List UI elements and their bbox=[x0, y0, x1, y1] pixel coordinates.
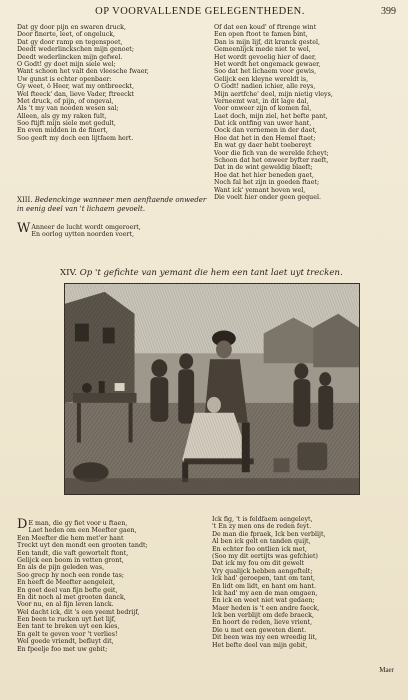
poem-line: Wel dacht ick, dit 's een yeemt bedrijf, bbox=[17, 608, 140, 616]
poem-line: Vry qualijck hebben aengeftelt; bbox=[212, 567, 313, 575]
poem-line: Door finerte, leet, of ongeluck, bbox=[17, 31, 116, 39]
poem-column-left-bottom bbox=[17, 517, 207, 653]
poem-line: Die voelt hier onder geen gequel. bbox=[214, 193, 321, 201]
poem-line: Mijn aertfche' deel, mijn nietig vleys, bbox=[214, 90, 333, 98]
poem-line: Een open ftoot te famen bint, bbox=[214, 31, 308, 39]
poem-line: Een tant te breken uyt een kies, bbox=[17, 623, 120, 631]
poem-line: Het befte deel van mijn gebit, bbox=[212, 641, 308, 649]
poem-line: Gy weet, ô Heer, wat my ontbreeckt, bbox=[17, 83, 134, 91]
poem-line: Dat ick my fou om dit gewelt bbox=[212, 560, 305, 568]
engraving-tooth-extraction bbox=[64, 283, 360, 495]
poem-line: 't En zy men ons de reden feyt. bbox=[212, 523, 312, 531]
plate-caption-xiv bbox=[60, 268, 400, 278]
poem-line: Deedt wederlincken mijn gefwel. bbox=[17, 53, 123, 61]
poem-line: Hoe dat het in den Hemel ftaet; bbox=[214, 134, 316, 142]
poem-line: En dit noch al met grooten danck, bbox=[17, 593, 126, 601]
poem-line: En hoort de reden, lieve vrient, bbox=[212, 619, 313, 627]
poem-line: De man die fpraek, Ick ben verblijt, bbox=[212, 530, 326, 538]
poem-line: Gemeenlijck mede niet te wel, bbox=[214, 46, 311, 54]
poem-line: Want ick' yemant hoven wel, bbox=[214, 186, 306, 194]
poem-line: Wel goede vriendt, befluyt dit, bbox=[17, 638, 114, 646]
poem-line: Als 't my van nooden wesen sal; bbox=[17, 105, 119, 113]
poem-line: Treckt uyt den mondt een grooten tandt; bbox=[17, 542, 148, 550]
poem-line: O Godt! gy doet mijn siele wel; bbox=[17, 60, 116, 68]
poem-line: Soo grecp hy noch een ronde tas; bbox=[17, 571, 125, 579]
poem-line: Hoe dat het hier beneden gaet, bbox=[214, 171, 314, 179]
poem-line: Ick ben verblijt om defe braeck, bbox=[212, 612, 314, 620]
poem-line: O Godt! nadien ichier, alle reys, bbox=[214, 83, 316, 91]
section-number: XIII. bbox=[17, 196, 33, 204]
drop-capital: D bbox=[17, 517, 28, 532]
poem-line: En gelt te geven voor 't verlies! bbox=[17, 630, 118, 638]
poem-line: Verneemt wat, in dit lage dal, bbox=[214, 97, 309, 105]
poem-line: Deedt wederlinckschen mijn genoet; bbox=[17, 46, 134, 54]
poem-line: Voor nu, en al fijn leven lanck. bbox=[17, 601, 114, 609]
poem-line: En goet deel van fijn befte geit, bbox=[17, 586, 118, 594]
poem-line: En fpeelje foo met uw gebit; bbox=[17, 645, 108, 653]
poem-line: Uw gunst is echter openbaer: bbox=[17, 75, 112, 83]
poem-line: En heeft de Meefter aengeleit, bbox=[17, 579, 115, 587]
poem-line: En ick en weet niet wat gedaen; bbox=[212, 597, 315, 605]
poem-column-left-mid bbox=[17, 221, 205, 239]
section-title: Bedenckinge wanneer men aenftaende onweder in eenig deel van 't lichaem gevoelt. bbox=[17, 196, 207, 213]
poem-line: Met druck, of pijn, of ongeval, bbox=[17, 97, 114, 105]
poem-line: Al ben ick gelt en tanden quijt, bbox=[212, 538, 311, 546]
drop-capital: W bbox=[17, 221, 31, 236]
poem-line: Soo dat het lichaem voor gewis, bbox=[214, 68, 317, 76]
poem-line: Ick fig, 't is feldfaem aengeleyt, bbox=[212, 516, 313, 523]
poem-line: Laet doch, mijn ziel, het befte pant, bbox=[214, 112, 328, 120]
poem-line: Gelijck een boom in vetten gront, bbox=[17, 556, 124, 564]
poem-line: Dat gy door pijn en swaren druck, bbox=[17, 24, 126, 31]
page-number: 399 bbox=[381, 6, 396, 17]
engraving-illustration bbox=[65, 284, 359, 494]
poem-line: Soo geeft my doch een lijtfaem hert. bbox=[17, 134, 134, 142]
poem-line: Gelijck een kleyne wereldt is, bbox=[214, 75, 309, 83]
poem-line: Een tandt, die vaft gewortelt ftont, bbox=[17, 549, 129, 557]
poem-line: Dat in de wint geweldig blaeft; bbox=[214, 164, 313, 172]
poem-line: Een Meefter die hem met'er hant bbox=[17, 534, 124, 542]
plate-title: Op 't gefichte van yemant die hem een tant laet uyt trecken. bbox=[79, 268, 343, 278]
poem-line: Dan is mijn lijf, dit kranck gestel, bbox=[214, 38, 321, 46]
poem-line: Dat gy door ramp en tegenspoet, bbox=[17, 38, 123, 46]
poem-line: En even midden in de finert, bbox=[17, 127, 108, 135]
poem-line: Dit been was my een wreedig lit, bbox=[212, 634, 318, 642]
poem-lines bbox=[17, 517, 207, 653]
poem-line: En echter foo ontlien ick met, bbox=[212, 545, 307, 553]
catchword: Maer bbox=[379, 666, 394, 674]
poem-line: Soo ftijft mijn siele met gedult, bbox=[17, 120, 116, 128]
poem-line: En als de pijn geleden was, bbox=[17, 564, 105, 572]
poem-line: Want schoon het valt den vleesche fwaer, bbox=[17, 68, 149, 76]
poem-column-left-top bbox=[17, 24, 205, 142]
running-title: OP VOORVALLENDE GELEGENTHEDEN. bbox=[95, 6, 305, 17]
poem-line: Ick had' geroepen, tant om tant, bbox=[212, 575, 316, 583]
poem-line: En lidt om lidt, en hant om hant. bbox=[212, 582, 316, 590]
poem-line: E man, die gy fiet voor u ftaen, bbox=[28, 520, 128, 527]
poem-line: Het wordt gevoelig hier of daer, bbox=[214, 53, 317, 61]
poem-line: Maer heden is 't een andre faeck, bbox=[212, 604, 320, 612]
poem-line: Oock dan vernemen in der daet, bbox=[214, 127, 317, 135]
poem-line: Het wordt het ongemack gewaer, bbox=[214, 60, 321, 68]
poem-line: En oorlog uytten noorden voert, bbox=[31, 231, 134, 239]
plate-number: XIV. bbox=[60, 268, 77, 278]
poem-column-right-top bbox=[214, 24, 400, 201]
poem-line: Ick had' my aen de man omgaen, bbox=[212, 589, 318, 597]
poem-line: Anneer de lucht wordt omgeroert, bbox=[31, 224, 141, 231]
section-heading-xiii bbox=[17, 196, 207, 213]
poem-line: Voor die fich van de werelde fcheyt; bbox=[214, 149, 329, 157]
poem-line: Laet heden om een Meefter gaen, bbox=[28, 527, 137, 535]
poem-line: Wel fteeck' dan, lieve Vader, ftreeckt bbox=[17, 90, 134, 98]
poem-column-right-bottom bbox=[212, 516, 400, 649]
poem-line: Dat ick ontfing van uwer hant, bbox=[214, 120, 312, 128]
poem-line: Alleen, als gy my raken fult, bbox=[17, 112, 107, 120]
poem-line: Schoon dat het onweer byfter raeft, bbox=[214, 157, 329, 165]
poem-line: Die u met een geweten dient. bbox=[212, 626, 307, 634]
page-header bbox=[0, 4, 408, 22]
poem-lines bbox=[17, 221, 205, 239]
poem-line: Een been te rucken uyt het lijf, bbox=[17, 616, 116, 624]
poem-line: Voor onweer zijn of komen fal, bbox=[214, 105, 312, 113]
poem-line: Noch fal het zijn in goeden ftaet; bbox=[214, 179, 320, 187]
poem-line: En wat gy daer hebt toebereyt bbox=[214, 142, 312, 150]
poem-line: Of dat een koud' of ftrenge wint bbox=[214, 24, 317, 31]
poem-line: (Soo my dit eertijts was gefchiet) bbox=[212, 552, 318, 560]
